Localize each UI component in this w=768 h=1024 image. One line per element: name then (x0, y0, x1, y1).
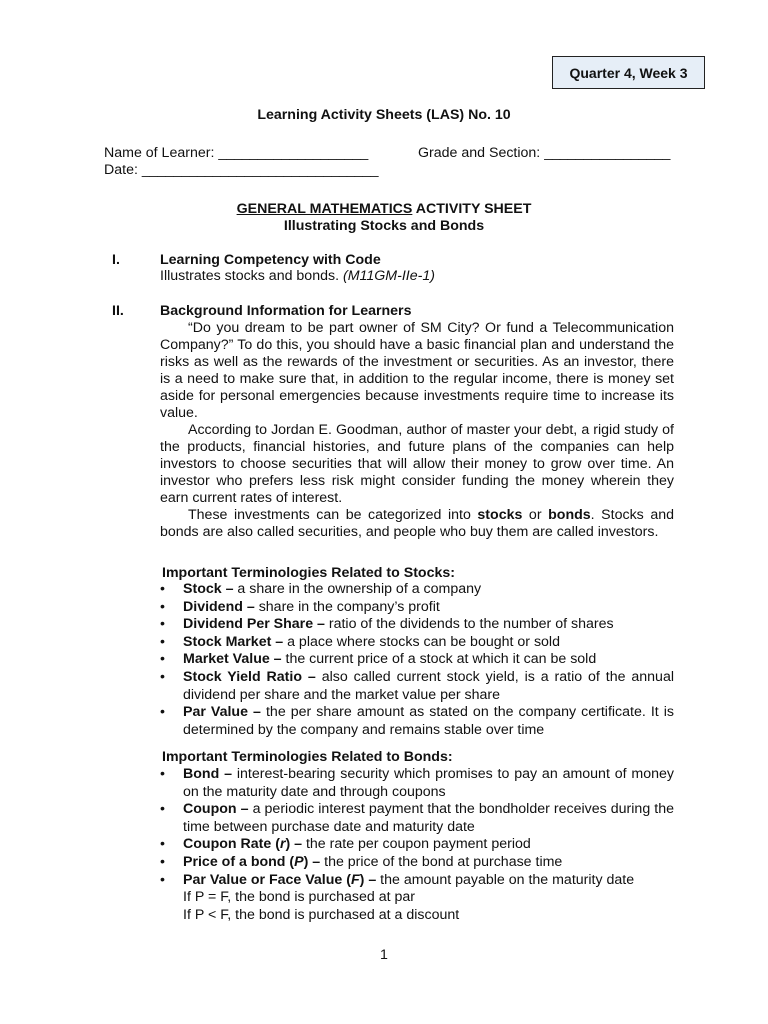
term-part: ) – (359, 871, 377, 888)
bullet-icon: • (160, 598, 165, 615)
bullet-icon: • (160, 853, 165, 870)
term: Stock – (183, 581, 234, 597)
term: Market Value – (183, 651, 282, 668)
list-item (160, 651, 674, 669)
definition: also called current stock yield, is a ratio of the annual dividend per share and the market value per share (183, 668, 674, 703)
p3-text-b: . Stocks and bonds are also called securities, and people who buy them are called investors. (160, 507, 674, 540)
stock-terms-heading: Important Terminologies Related to Stocks: (162, 565, 455, 581)
par-condition: If P = F, the bond is purchased at par (183, 889, 416, 906)
list-item (160, 669, 674, 704)
term-part: ) – (285, 836, 303, 853)
definition: the amount payable on the maturity date (376, 871, 635, 888)
term-variable: F (350, 871, 360, 888)
stock-terms-list (160, 581, 674, 739)
bullet-icon: • (160, 801, 165, 818)
section-1-heading: Learning Competency with Code (160, 252, 381, 268)
list-item (160, 801, 674, 836)
definition: share in the company’s profit (254, 598, 440, 615)
sheet-title (0, 201, 768, 217)
p3-or: or (522, 507, 549, 523)
p3-bonds: bonds (548, 507, 591, 523)
background-paragraph-1: “Do you dream to be part owner of SM City? Or fund a Telecommunication Company?” To do this, you should have a basic financial plan and understand the risks as well as the rewards of the investment or securities. As an investor, there is a need to make sure that, in addition to the regular income, there is money set aside for personal emergencies because investments require time to increase its value. (160, 320, 674, 421)
term-part: Coupon Rate ( (183, 836, 280, 853)
list-item (160, 634, 674, 652)
definition: the current price of a stock at which it can be sold (281, 651, 597, 668)
list-item (160, 872, 674, 925)
term (183, 836, 302, 852)
term (183, 854, 320, 870)
definition: a share in the ownership of a company (233, 581, 482, 597)
quarter-week-box (552, 56, 705, 89)
list-item (160, 766, 674, 801)
term-part: Par Value or Face Value ( (183, 871, 351, 888)
term-variable: r (279, 836, 286, 853)
term: Dividend – (183, 598, 255, 615)
section-1-text (160, 268, 435, 284)
definition: the price of the bond at purchase time (320, 853, 563, 870)
definition: a place where stocks can be bought or sold (283, 633, 560, 650)
las-title: Learning Activity Sheets (LAS) No. 10 (257, 107, 511, 123)
list-item (160, 581, 674, 599)
definition: ratio of the dividends to the number of shares (324, 616, 614, 633)
sheet-title-subject: GENERAL MATHEMATICS (236, 201, 413, 217)
definition: the per share amount as stated on the company certificate. It is determined by the company and remains stable over time (183, 704, 675, 738)
sheet-subtitle: Illustrating Stocks and Bonds (283, 218, 485, 234)
bullet-icon: • (160, 581, 165, 597)
competency-text: Illustrates stocks and bonds. (160, 268, 343, 284)
quarter-week-label: Quarter 4, Week 3 (569, 64, 688, 81)
section-2-heading: Background Information for Learners (160, 303, 412, 319)
term-part: ) – (303, 853, 321, 870)
list-item (160, 836, 674, 854)
bullet-icon: • (160, 633, 165, 650)
bullet-icon: • (160, 836, 165, 853)
bullet-icon: • (160, 704, 165, 721)
bond-terms-list (160, 766, 674, 924)
term: Stock Market – (183, 633, 284, 650)
background-text (160, 320, 674, 541)
definition: the rate per coupon payment period (302, 836, 531, 853)
date-field: Date: ______________________________ (104, 162, 379, 178)
learner-name-field: Name of Learner: ___________________ (104, 145, 369, 161)
bullet-icon: • (160, 668, 165, 685)
list-item (160, 854, 674, 872)
term: Bond – (183, 766, 232, 782)
background-paragraph-3 (160, 507, 674, 541)
term (183, 872, 376, 888)
term: Stock Yield Ratio – (183, 668, 316, 685)
list-item (160, 599, 674, 617)
term: Dividend Per Share – (183, 616, 325, 633)
sheet-title-rest: ACTIVITY SHEET (412, 201, 532, 217)
list-item (160, 704, 674, 739)
section-2-numeral: II. (112, 303, 124, 319)
term-variable: P (294, 853, 304, 870)
list-item (160, 616, 674, 634)
background-paragraph-2: According to Jordan E. Goodman, author of master your debt, a rigid study of the products, financial histories, and future plans of the companies can help investors to choose securities that will allow their money to grow over time. An investor who prefers less risk might consider funding the money wherein they earn current rates of interest. (160, 422, 674, 506)
p3-text-a: These investments can be categorized into (188, 507, 478, 523)
bullet-icon: • (160, 766, 165, 782)
bond-terms-heading: Important Terminologies Related to Bonds: (162, 749, 453, 765)
definition: interest-bearing security which promises to pay an amount of money on the maturity date and through coupons (183, 766, 675, 800)
bullet-icon: • (160, 616, 165, 633)
definition: a periodic interest payment that the bondholder receives during the time between purchase date and maturity date (183, 801, 674, 835)
page-number: 1 (380, 947, 388, 963)
grade-section-field: Grade and Section: ________________ (418, 145, 671, 161)
bullet-icon: • (160, 651, 165, 668)
section-1-numeral: I. (112, 252, 120, 268)
competency-code: (M11GM-IIe-1) (342, 268, 435, 284)
term: Par Value – (183, 704, 261, 721)
term-part: Price of a bond ( (183, 853, 295, 870)
p3-stocks: stocks (477, 507, 523, 523)
term: Coupon – (183, 801, 249, 818)
discount-condition: If P < F, the bond is purchased at a discount (183, 906, 460, 923)
bullet-icon: • (160, 871, 165, 888)
